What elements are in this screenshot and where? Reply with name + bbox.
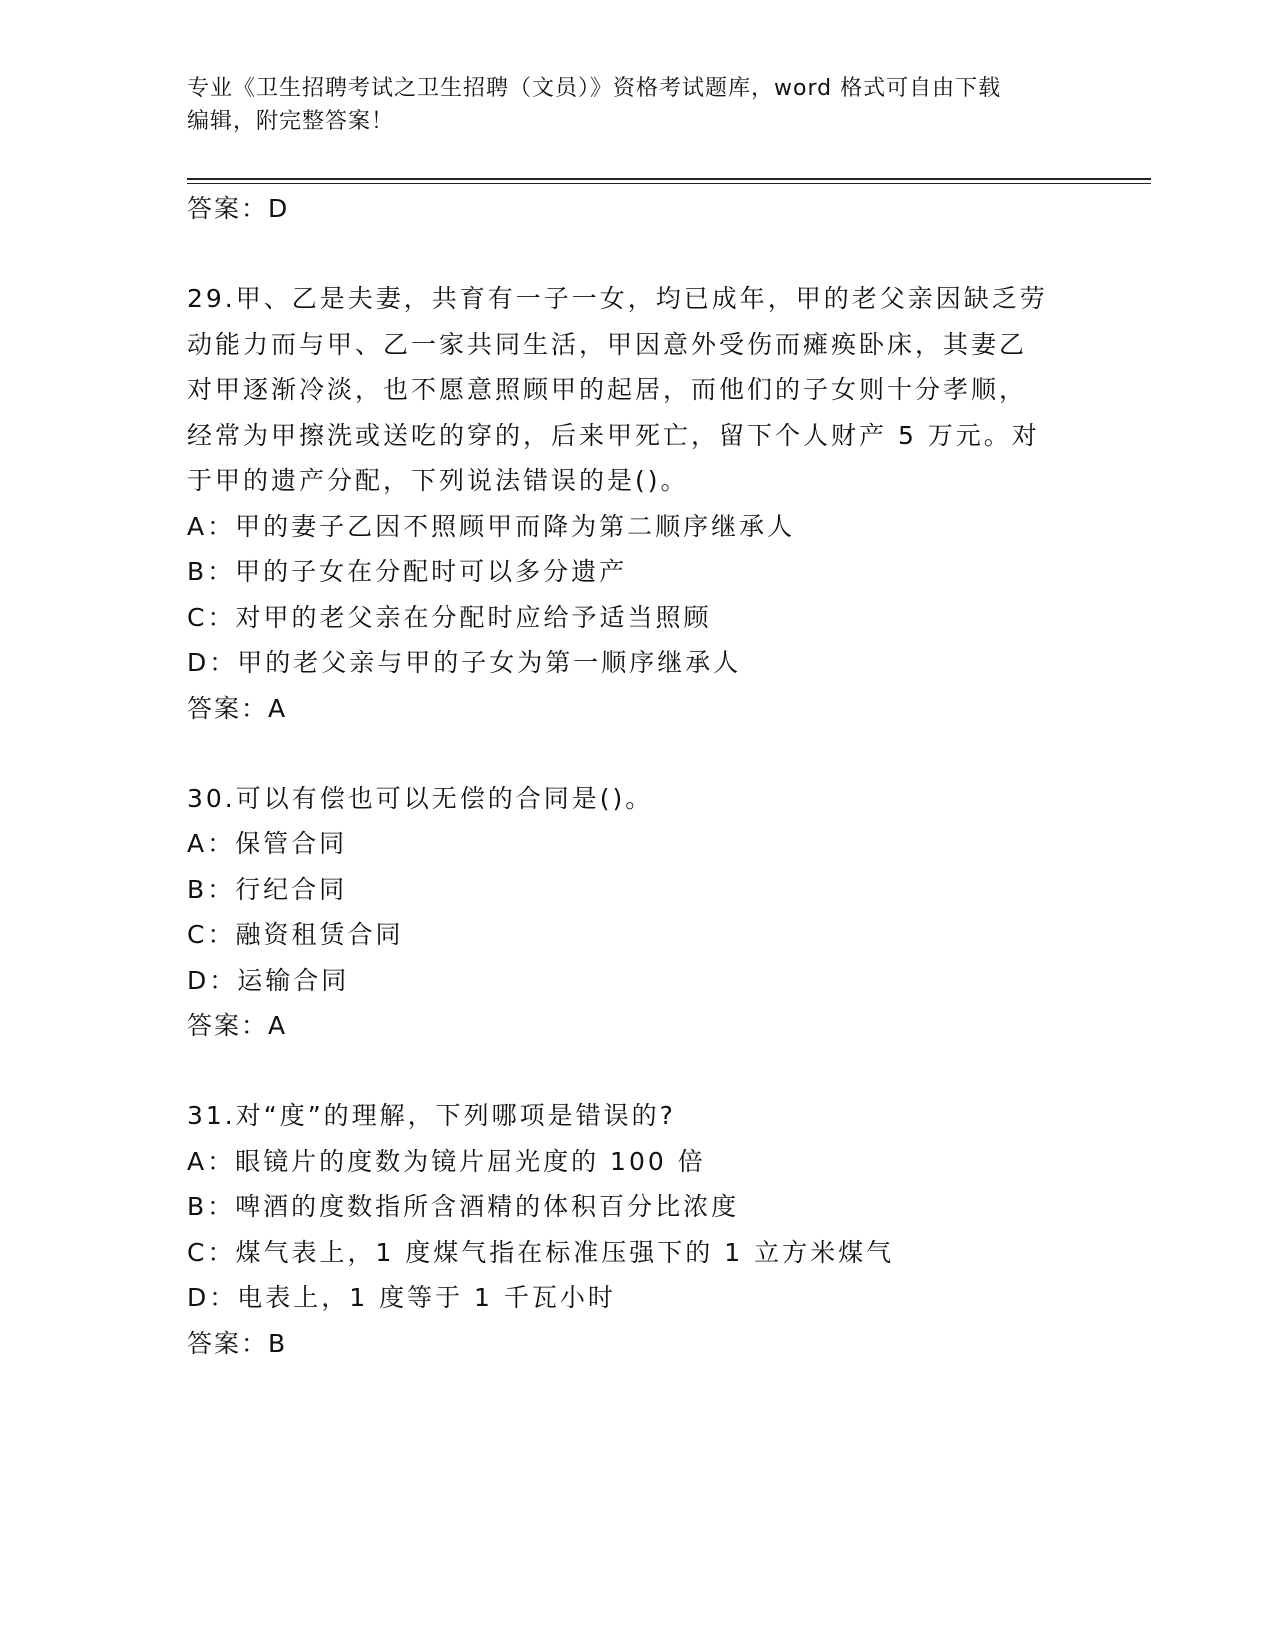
question-stem [187, 1093, 1087, 1139]
question-list [187, 186, 1087, 1367]
answer: 答案：A [187, 693, 288, 723]
option-d: D：甲的老父亲与甲的子女为第一顺序继承人 [187, 648, 742, 677]
question-stem [187, 776, 1087, 822]
spacer [187, 732, 1087, 776]
header-divider [187, 178, 1151, 184]
stem-line: 30.可以有偿也可以无偿的合同是()。 [187, 783, 654, 813]
answer: 答案：A [187, 1011, 288, 1040]
option-a: A：眼镜片的度数为镜片屈光度的 100 倍 [187, 1146, 706, 1176]
stem-line: 对甲逐渐冷淡，也不愿意照顾甲的起居，而他们的子女则十分孝顺， [187, 375, 1028, 404]
option-d: D：运输合同 [187, 965, 350, 995]
stem-line: 动能力而与甲、乙一家共同生活，甲因意外受伤而瘫痪卧床，其妻乙 [187, 329, 1028, 359]
spacer [187, 232, 1087, 276]
question-31 [187, 1093, 1087, 1367]
stem-line: 于甲的遗产分配，下列说法错误的是()。 [187, 466, 689, 495]
stem-line: 31.对“度”的理解，下列哪项是错误的? [187, 1101, 676, 1130]
question-29 [187, 276, 1087, 732]
option-c: C：融资租赁合同 [187, 920, 404, 949]
option-a: A：甲的妻子乙因不照顾甲而降为第二顺序继承人 [187, 511, 796, 541]
option-d: D：电表上，1 度等于 1 千瓦小时 [187, 1283, 616, 1312]
question-stem [187, 276, 1087, 504]
option-c: C：煤气表上，1 度煤气指在标准压强下的 1 立方米煤气 [187, 1237, 895, 1267]
option-b: B：甲的子女在分配时可以多分遗产 [187, 557, 628, 586]
spacer [187, 1049, 1087, 1093]
answer: 答案：B [187, 1328, 288, 1358]
option-c: C：对甲的老父亲在分配时应给予适当照顾 [187, 602, 712, 632]
option-b: B：啤酒的度数指所含酒精的体积百分比浓度 [187, 1192, 740, 1221]
option-a: A：保管合同 [187, 829, 348, 858]
option-b: B：行纪合同 [187, 874, 348, 904]
document-header [187, 72, 1087, 138]
previous-answer: 答案：D [187, 194, 290, 223]
question-30 [187, 776, 1087, 1050]
header-line-1: 专业《卫生招聘考试之卫生招聘（文员）》资格考试题库，word 格式可自由下载 [187, 76, 1002, 101]
stem-line: 经常为甲擦洗或送吃的穿的，后来甲死亡，留下个人财产 5 万元。对 [187, 420, 1040, 450]
header-line-2: 编辑，附完整答案！ [187, 109, 395, 134]
stem-line: 29.甲、乙是夫妻，共育有一子一女，均已成年，甲的老父亲因缺乏劳 [187, 284, 1048, 313]
